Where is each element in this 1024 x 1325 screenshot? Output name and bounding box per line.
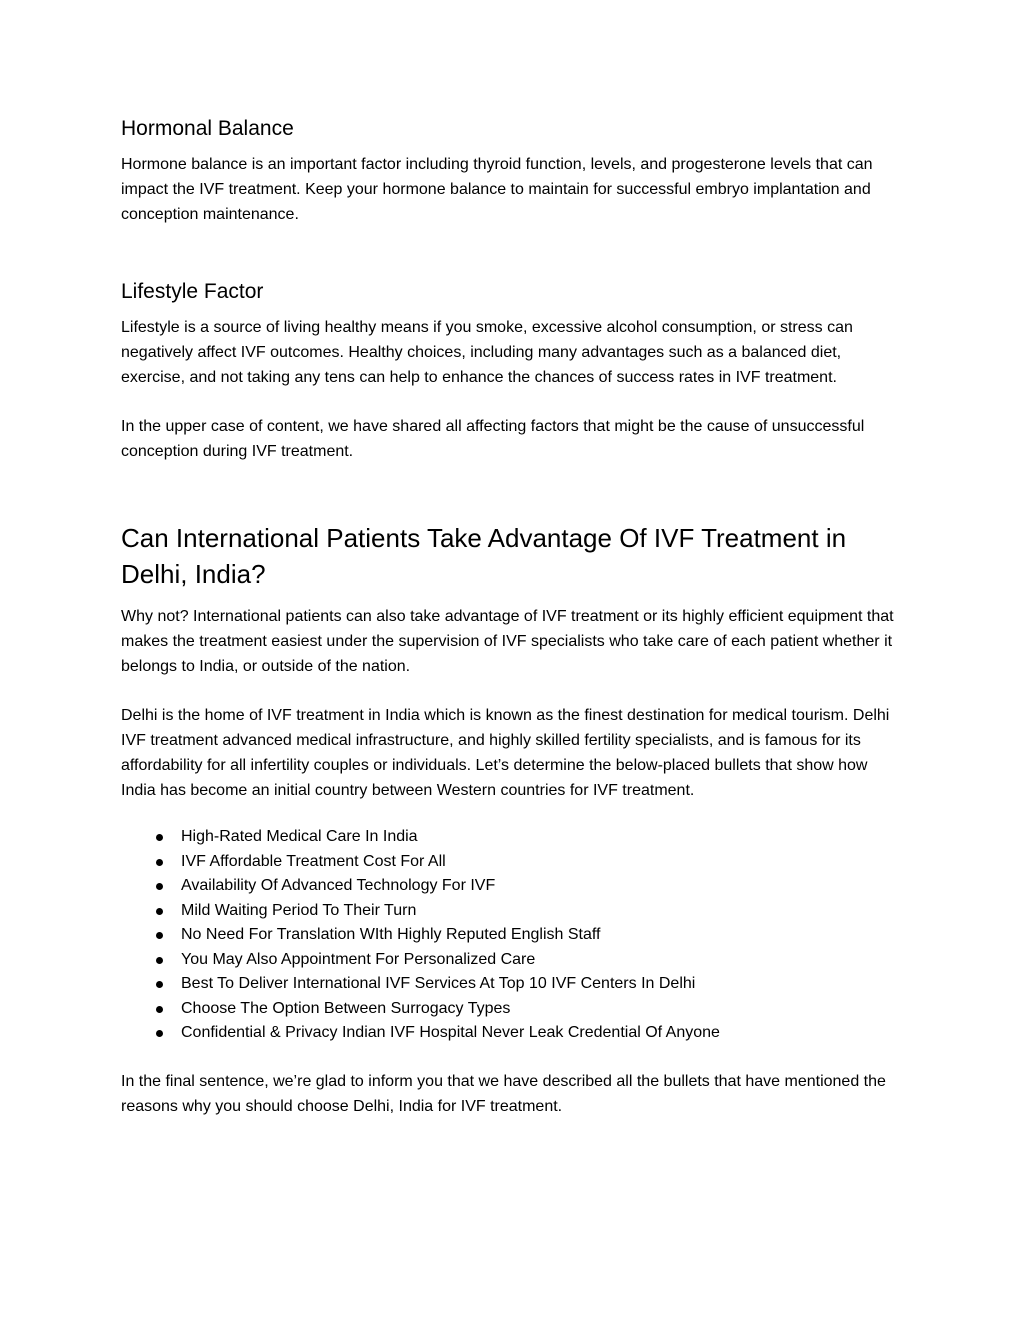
list-item: Choose The Option Between Surrogacy Types	[121, 997, 903, 1022]
heading-lifestyle-factor: Lifestyle Factor	[121, 280, 264, 303]
list-item: Confidential & Privacy Indian IVF Hospital Never Leak Credential Of Anyone	[121, 1021, 903, 1046]
list-item: IVF Affordable Treatment Cost For All	[121, 850, 903, 875]
heading-hormonal-balance: Hormonal Balance	[121, 117, 294, 140]
paragraph-international-1: Why not? International patients can also take advantage of IVF treatment or its highly efficient equipment that makes the treatment easiest under the supervision of IVF specialists who take care of each patient whether it belongs to India, or outside of the nation.	[121, 608, 894, 675]
list-item: Mild Waiting Period To Their Turn	[121, 899, 903, 924]
list-item: Availability Of Advanced Technology For IVF	[121, 874, 903, 899]
list-item: High-Rated Medical Care In India	[121, 825, 903, 850]
paragraph-closing: In the final sentence, we’re glad to inform you that we have described all the bullets that have mentioned the reasons why you should choose Delhi, India for IVF treatment.	[121, 1072, 886, 1115]
heading-international-patients: Can International Patients Take Advantage Of IVF Treatment in Delhi, India?	[121, 523, 847, 589]
paragraph-international-2: Delhi is the home of IVF treatment in India which is known as the finest destination for medical tourism. Delhi IVF treatment advanced medical infrastructure, and highly skilled fertility specialists, and is famous for its affordability for all infertility couples or individuals. Let’s determine the below-placed bullets that show how India has become an initial country between Western countries for IVF treatment.	[121, 707, 890, 799]
list-item: No Need For Translation WIth Highly Reputed English Staff	[121, 923, 903, 948]
ivf-advantages-list	[121, 825, 903, 1046]
paragraph-factors-summary: In the upper case of content, we have shared all affecting factors that might be the cause of unsuccessful conception during IVF treatment.	[121, 418, 865, 460]
paragraph-lifestyle-factor: Lifestyle is a source of living healthy means if you smoke, excessive alcohol consumption, or stress can negatively affect IVF outcomes. Healthy choices, including many advantages such as a balanced diet, exercise, and not taking any tens can help to enhance the chances of success rates in IVF treatment.	[121, 319, 853, 386]
list-item: You May Also Appointment For Personalized Care	[121, 948, 903, 973]
list-item: Best To Deliver International IVF Services At Top 10 IVF Centers In Delhi	[121, 972, 903, 997]
paragraph-hormonal-balance: Hormone balance is an important factor including thyroid function, levels, and progesterone levels that can impact the IVF treatment. Keep your hormone balance to maintain for successful embryo implantation and conception maintenance.	[121, 156, 873, 223]
